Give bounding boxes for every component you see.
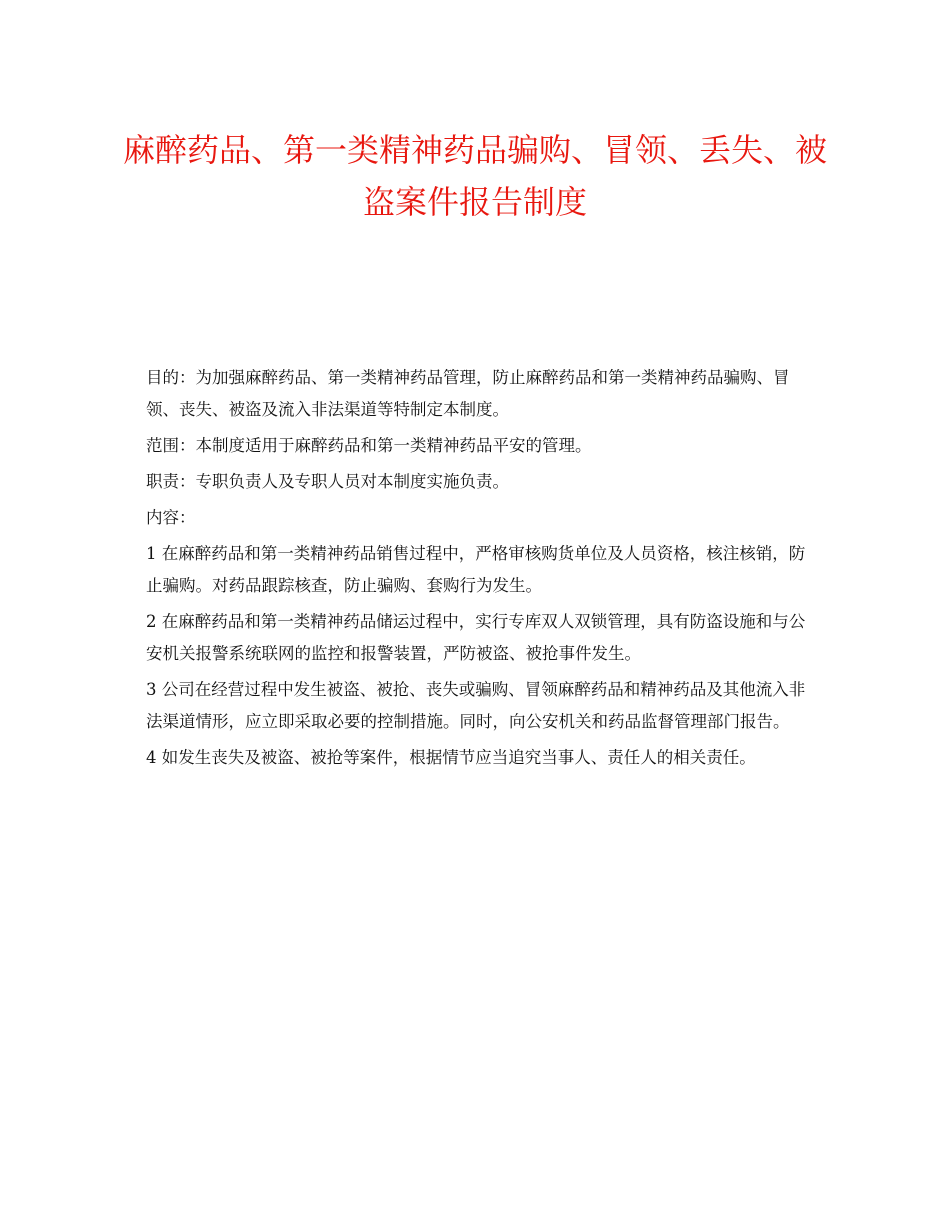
- document-body: [146, 362, 806, 778]
- paragraph-purpose: 目的：为加强麻醉药品、第一类精神药品管理，防止麻醉药品和第一类精神药品骗购、冒领、丧失、被盗及流入非法渠道等特制定本制度。: [146, 368, 790, 419]
- paragraph-item-2: 2 在麻醉药品和第一类精神药品储运过程中，实行专库双人双锁管理，具有防盗设施和与公安机关报警系统联网的监控和报警装置，严防被盗、被抢事件发生。: [146, 612, 806, 663]
- paragraph-content-heading: 内容：: [146, 508, 196, 527]
- document-title: 麻醉药品、第一类精神药品骗购、冒领、丢失、被盗案件报告制度: [122, 131, 827, 221]
- paragraph-scope: 范围：本制度适用于麻醉药品和第一类精神药品平安的管理。: [146, 436, 592, 455]
- paragraph-responsibility: 职责：专职负责人及专职人员对本制度实施负责。: [146, 472, 509, 491]
- paragraph-item-1: 1 在麻醉药品和第一类精神药品销售过程中，严格审核购货单位及人员资格，核注核销，防止骗购。对药品跟踪核查，防止骗购、套购行为发生。: [146, 544, 806, 595]
- paragraph-item-4: 4 如发生丧失及被盗、被抢等案件，根据情节应当追究当事人、责任人的相关责任。: [146, 748, 756, 767]
- paragraph-item-3: 3 公司在经营过程中发生被盗、被抢、丧失或骗购、冒领麻醉药品和精神药品及其他流入非法渠道情形，应立即采取必要的控制措施。同时，向公安机关和药品监督管理部门报告。: [146, 680, 806, 731]
